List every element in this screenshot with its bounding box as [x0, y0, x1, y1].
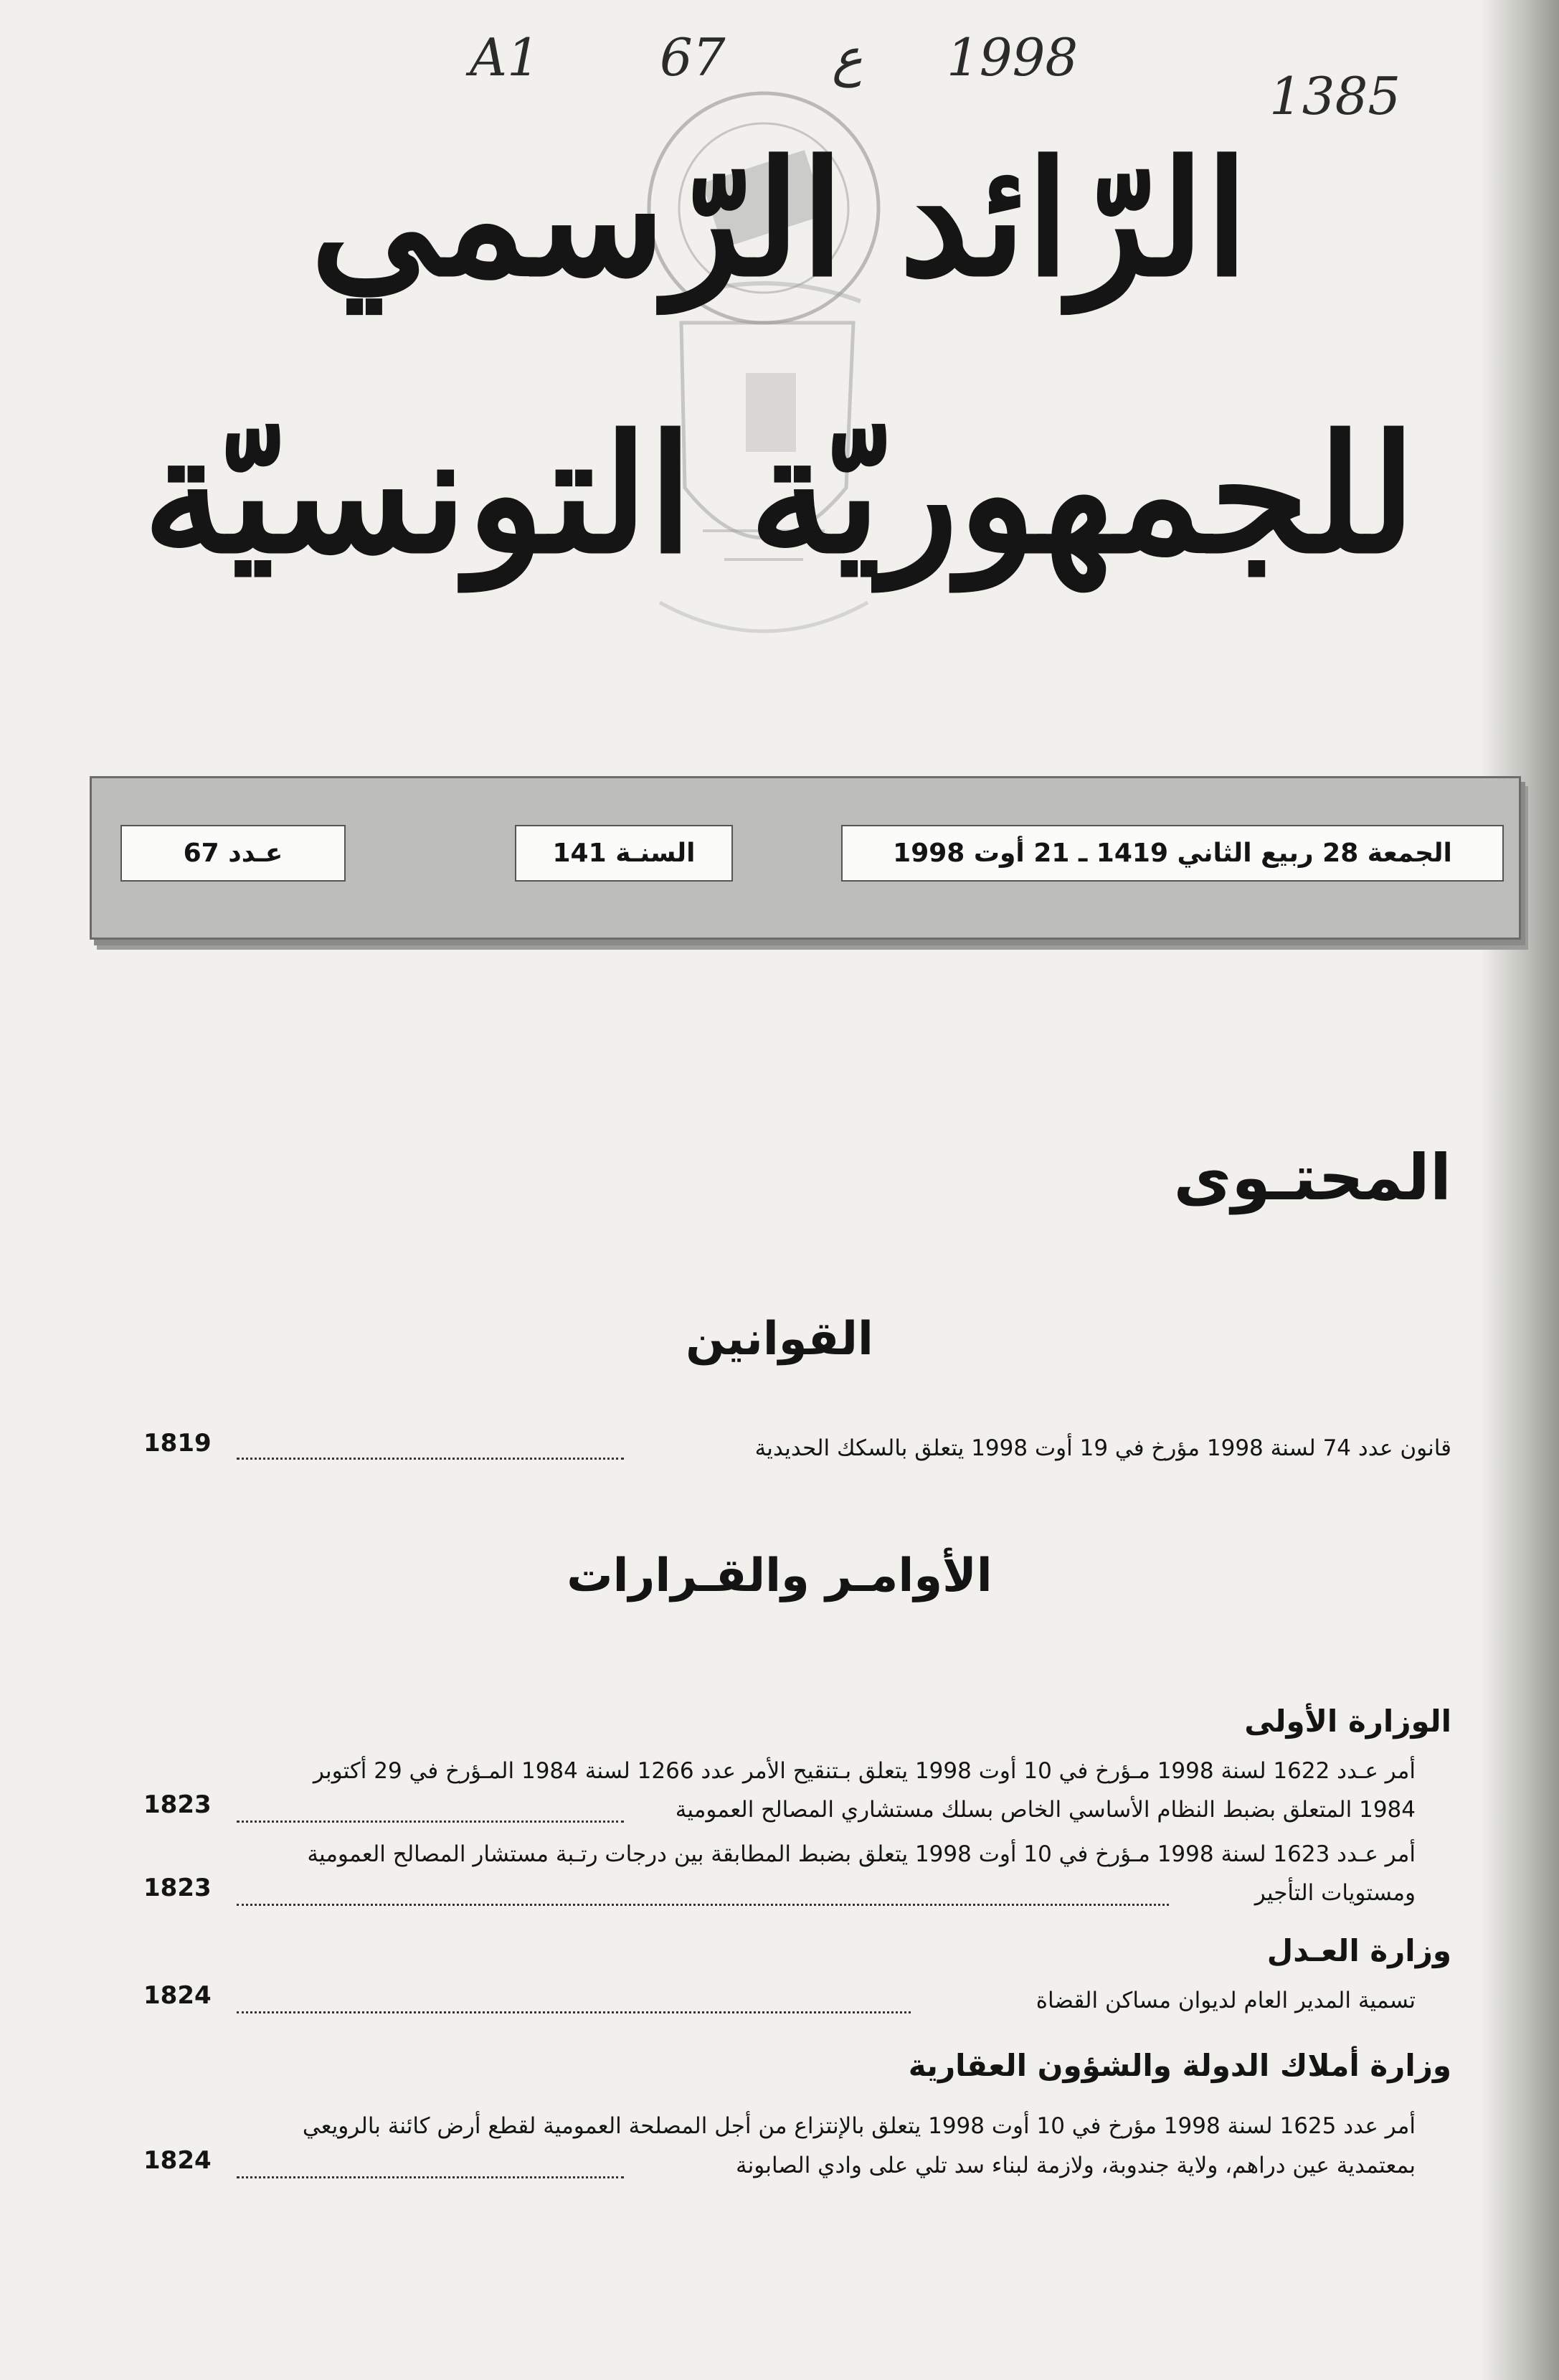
ministry-state-property: وزارة أملاك الدولة والشؤون العقارية [908, 2048, 1451, 2083]
toc-entry-decree-1622-line1[interactable]: أمر عـدد 1622 لسنة 1998 مـؤرخ في 10 أوت 1998 يتعلق بـتنقيح الأمر عدد 1266 لسنة 1984 المـؤرخ في 29 أكتوبر [313, 1758, 1416, 1784]
masthead-title: الرّائد الرّسمي [310, 126, 1249, 311]
date-box [841, 825, 1504, 882]
page-edge-shadow [1480, 0, 1559, 2380]
page-number: 1824 [143, 2146, 212, 2175]
toc-entry-decree-1625-line2[interactable]: بمعتمدية عين دراهم، ولاية جندوبة، ولازمة لبناء سد تلي على وادي الصابونة [736, 2153, 1416, 2178]
year-box [515, 825, 733, 882]
handwritten-catalog: A1 [470, 27, 540, 88]
masthead-subtitle: للجمهوريّة التونسيّة [143, 400, 1416, 590]
toc-entry-decree-1623-line2[interactable]: ومستويات التأجير [1254, 1880, 1416, 1906]
toc-entry-decree-1623-line1[interactable]: أمر عـدد 1623 لسنة 1998 مـؤرخ في 10 أوت 1998 يتعلق بضبط المطابقة بين درجات رتـبة مستشار المصالح العمومية [307, 1841, 1416, 1867]
issue-number: عـدد 67 [183, 839, 283, 868]
issue-number-box [120, 825, 346, 882]
dot-leader [237, 2175, 624, 2178]
handwritten-page-ref: 1385 [1269, 66, 1401, 126]
publication-year: السنـة 141 [552, 839, 696, 868]
issue-banner [90, 776, 1521, 940]
dot-leader [237, 1819, 624, 1823]
handwritten-issue: 67 [660, 27, 726, 88]
contents-title: المحتـوى [1173, 1141, 1451, 1214]
page-number: 1824 [143, 1981, 212, 2010]
ministry-justice: وزارة العـدل [1266, 1933, 1451, 1968]
page-number: 1823 [143, 1790, 212, 1819]
laws-heading: القوانين [686, 1313, 873, 1366]
issue-date: الجمعة 28 ربيع الثاني 1419 ـ 21 أوت 1998 [893, 839, 1452, 868]
toc-entry-decree-1625-line1[interactable]: أمر عدد 1625 لسنة 1998 مؤرخ في 10 أوت 1998 يتعلق بالإنتزاع من أجل المصلحة العمومية لقطع أرض كائنة بالرويعي [302, 2113, 1416, 2139]
page-number: 1823 [143, 1874, 212, 1902]
toc-entry-justice-appointment[interactable]: تسمية المدير العام لديوان مساكن القضاة [1036, 1988, 1416, 2013]
dot-leader [237, 1902, 1169, 1906]
page-number: 1819 [143, 1429, 212, 1458]
dot-leader [237, 2010, 911, 2013]
handwritten-year: 1998 [947, 27, 1079, 88]
handwritten-mark: ع [832, 27, 863, 88]
dot-leader [237, 1456, 624, 1460]
toc-entry-law-74[interactable]: قانون عدد 74 لسنة 1998 مؤرخ في 19 أوت 1998 يتعلق بالسكك الحديدية [754, 1435, 1451, 1461]
decrees-heading: الأوامـر والقـرارات [567, 1549, 992, 1602]
ministry-prime-ministry: الوزارة الأولى [1244, 1704, 1451, 1739]
toc-entry-decree-1622-line2[interactable]: 1984 المتعلق بضبط النظام الأساسي الخاص بسلك مستشاري المصالح العمومية [675, 1797, 1416, 1823]
